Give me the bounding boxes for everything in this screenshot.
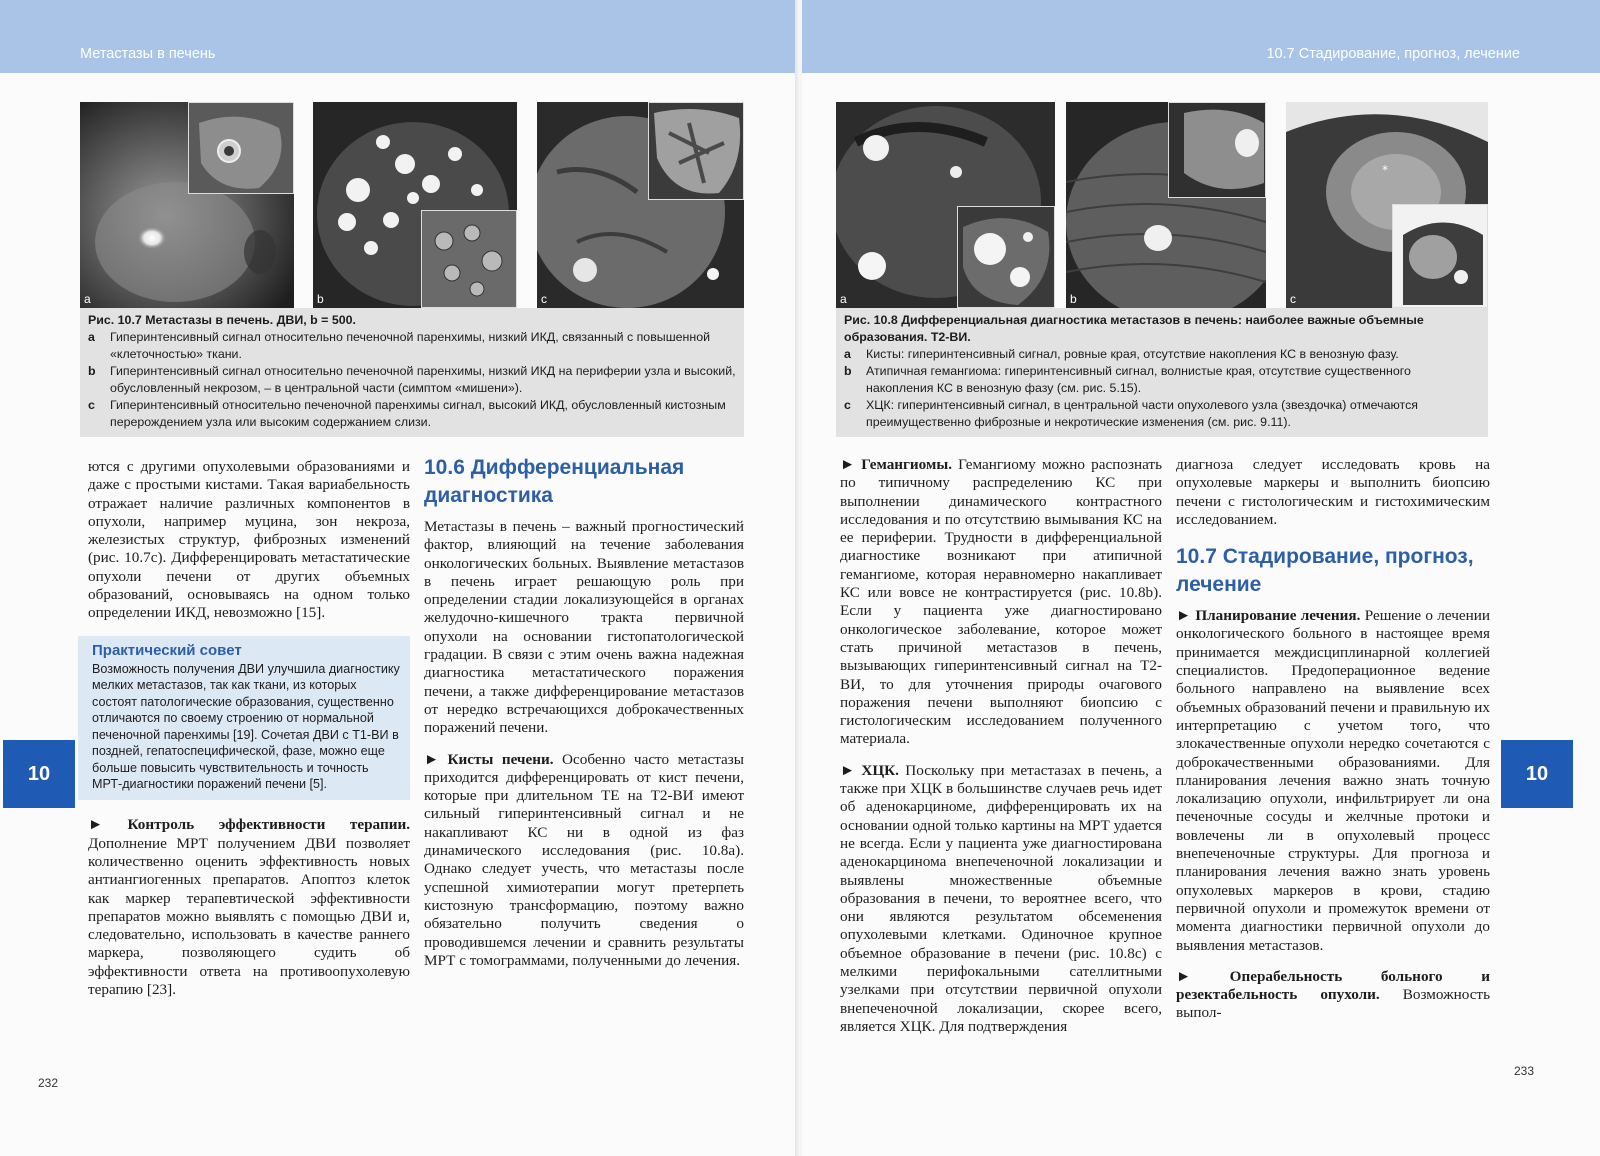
right-column-1	[840, 456, 1162, 1049]
paragraph: ются с другими опухолевыми образованиями и даже с простыми кистами. Такая вариабельность отражает наличие различных компонентов в опухоли, например муцина, зон некроза, железистых структур, фиброзных изменений (рис. 10.7c). Дифференцировать метастатические опухоли печени от других объемных образований, основываясь на одном только определении ИКД, невозможно [15].	[88, 458, 410, 622]
mri-inset-c	[648, 102, 744, 200]
tip-text: Возможность получения ДВИ улучшила диагностику мелких метастазов, так как ткани, из которых состоят патологические образования, существенно отличаются по своему строению от нормальной печеночной паренхимы [19]. Сочетая ДВИ с Т1-ВИ в поздней, гепатоспецифической, фазе, можно еще больше повысить чувствительность и точность МРТ-диагностики поражений печени [5].	[92, 662, 400, 791]
caption-item-a: a Кисты: гиперинтенсивный сигнал, ровные края, отсутствие накопления КС в венозную фазу.	[844, 347, 1399, 361]
paragraph: ► Операбельность больного и резектабельность опухоли. Возможность выпол-	[1176, 967, 1490, 1022]
paragraph: ► Гемангиомы. Гемангиому можно распознать по типичному распределению КС при выполнении динамического контрастного исследования и по отсутствию вымывания КС на ее периферии. Трудности в дифференциальной диагностике возникают при атипичной гемангиоме, которая неравномерно накапливает КС или вовсе не контрастируется (рис. 10.8b). Если у пациента уже диагностировано онкологическое заболевание, которое может стать причиной метастазов в печень, вызывающих гиперинтенсивный сигнал на Т2-ВИ, то для уточнения природы очагового поражения печени выполняют биопсию с гистологическим исследованием полученного материала.	[840, 456, 1162, 748]
paragraph-lead: ► Кисты печени.	[424, 750, 554, 768]
mri-image-a	[80, 102, 294, 308]
right-column-2	[1176, 456, 1490, 1036]
right-page	[802, 0, 1600, 1156]
paragraph: ► Контроль эффективности терапии. Дополнение МРТ получением ДВИ позволяет количественно оценить эффективность новых антиангиогенных препаратов. Апоптоз клеток как маркер терапевтической эффективности препаратов можно выявлять с помощью ДВИ и, следовательно, использовать в качестве раннего маркера, позволяющего судить об эффективности ответа на противоопухолевую терапию [23].	[88, 816, 410, 998]
paragraph: ► ХЦК. Поскольку при метастазах в печень, а также при ХЦК в большинстве случаев речь идет об аденокарциноме, дифференцировать их на основании одной только картины на МРТ удается не всегда. Если у пациента уже диагностирована аденокарцинома внепеченочной локализации и выявлены множественные объемные образования в печени, то вероятнее всего, что они являются результатом обсеменения опухолевыми клетками. Одиночное крупное объемное образование в печени (рис. 10.8c) с мелкими перифокальными сателлитными узелками при отсутствии первичной опухоли внепеченочной локализации, скорее всего, является ХЦК. Для подтверждения	[840, 761, 1162, 1035]
caption-title: Рис. 10.8 Дифференциальная диагностика метастазов в печень: наиболее важные объемные образования. Т2-ВИ.	[844, 313, 1424, 344]
mri-image-b	[313, 102, 517, 308]
mri-image-c	[1286, 102, 1488, 308]
figure-caption-10-7	[80, 308, 744, 437]
mri-image-c	[537, 102, 744, 308]
header-band-right	[802, 0, 1600, 73]
caption-item-c: c ХЦК: гиперинтенсивный сигнал, в центральной части опухолевого узла (звездочка) отмечаются преимущественно фиброзные и некротические изменения (см. рис. 9.11).	[844, 398, 1418, 429]
caption-item-c: c Гиперинтенсивный относительно печеночной паренхимы сигнал, высокий ИКД, обусловленный кистозным перерождением узла или высоким содержанием слизи.	[88, 398, 726, 429]
paragraph-lead: ► Контроль эффективности терапии.	[88, 816, 410, 834]
figure-label-a: a	[84, 292, 91, 306]
mri-image-b	[1066, 102, 1266, 308]
paragraph-lead: ► Планирование лечения.	[1176, 607, 1361, 625]
page-number-right: 233	[1514, 1064, 1535, 1078]
figure-label-b: b	[317, 292, 324, 306]
paragraph: ► Планирование лечения. Решение о лечении онкологического больного в настоящее время принимается междисциплинарной коллегией специалистов. Предоперационное ведение больного направлено на выявление всех объемных образований печени и правильную их интерпретацию с учетом того, что злокачественные опухоли нередко сочетаются с доброкачественными образованиями. Для планирования лечения важно знать точную локализацию опухоли, инфильтрирует ли она печеночные сосуды и желчные протоки и вовлечены ли в опухолевый процесс внепеченочные структуры. Для прогноза и планирования лечения важно знать уровень опухолевых маркеров в крови, стадию первичной опухоли и промежуток времени от момента диагностики первичной опухоли до выявления метастазов.	[1176, 607, 1490, 954]
section-heading-10-6: 10.6 Дифференциальная диагностика	[424, 456, 685, 507]
mri-inset-a	[188, 102, 294, 194]
figure-10-8	[836, 102, 1488, 308]
running-head-right: 10.7 Стадирование, прогноз, лечение	[1266, 46, 1520, 62]
caption-item-a: a Гиперинтенсивный сигнал относительно печеночной паренхимы, низкий ИКД, связанный с повышенной «клеточностью» ткани.	[88, 330, 711, 361]
caption-item-b: b Атипичная гемангиома: гиперинтенсивный сигнал, волнистые края, отсутствие существенного накопления КС в венозную фазу (см. рис. 5.15).	[844, 364, 1411, 395]
left-column-1	[88, 458, 410, 1012]
left-column-2	[424, 454, 744, 983]
paragraph: ► Кисты печени. Особенно часто метастазы приходится дифференцировать от кист печени, которые при длительном TE на Т2-ВИ имеют сильный гиперинтенсивный сигнал и не накапливают КС ни в одной из фаз динамического исследования (рис. 10.8a). Однако следует учесть, что метастазы после успешной химиотерапии могут претерпеть кистозную трансформацию, поэтому важно обязательно получить сведения о проводившемся лечении и сравнить результаты МРТ с томограммами, полученными до лечения.	[424, 750, 744, 969]
figure-label-c: c	[1290, 292, 1296, 306]
mri-image-a	[836, 102, 1055, 308]
figure-label-a: a	[840, 292, 847, 306]
header-band-left	[0, 0, 798, 73]
figure-caption-10-8	[836, 308, 1488, 437]
caption-item-b: b Гиперинтенсивный сигнал относительно печеночной паренхимы, низкий ИКД на периферии узла и высокий, обусловленный некрозом, – в центральной части (симптом «мишени»).	[88, 364, 736, 395]
left-page	[0, 0, 798, 1156]
paragraph-lead: ► ХЦК.	[840, 761, 899, 779]
mri-inset-a	[957, 206, 1055, 308]
practical-tip-box	[78, 636, 410, 801]
svg-text:*: *	[1382, 163, 1388, 177]
mri-inset-b	[421, 210, 517, 308]
paragraph-lead: ► Операбельность больного и резектабельность опухоли.	[1176, 967, 1490, 1004]
paragraph: диагноза следует исследовать кровь на опухолевые маркеры и выполнить биопсию печени с гистологическим и гистохимическим исследованием.	[1176, 456, 1490, 528]
figure-10-7	[80, 102, 744, 308]
figure-label-c: c	[541, 292, 547, 306]
mri-inset-c	[1392, 204, 1488, 308]
figure-label-b: b	[1070, 292, 1077, 306]
paragraph-lead: ► Гемангиомы.	[840, 456, 952, 473]
tip-title: Практический совет	[92, 641, 242, 659]
mri-inset-b	[1168, 102, 1266, 198]
chapter-tab-right: 10	[1501, 740, 1573, 808]
section-heading-10-7: 10.7 Стадирование, прогноз, лечение	[1176, 545, 1474, 597]
page-number-left: 232	[38, 1076, 59, 1090]
caption-title: Рис. 10.7 Метастазы в печень. ДВИ, b = 500.	[88, 313, 356, 327]
paragraph: Метастазы в печень – важный прогностический фактор, влияющий на течение заболевания онкологических больных. Выявление метастазов в печень играет решающую роль при определении стадии локализующейся в органах желудочно-кишечного тракта первичной опухоли на основании гистопатологической градации. В связи с этим очень важна надежная диагностика метастатического поражения печени, а также дифференцирование метастазов от нередко встречающихся доброкачественных поражений печени.	[424, 518, 744, 737]
running-head-left: Метастазы в печень	[80, 46, 216, 62]
chapter-tab-left: 10	[3, 740, 75, 808]
